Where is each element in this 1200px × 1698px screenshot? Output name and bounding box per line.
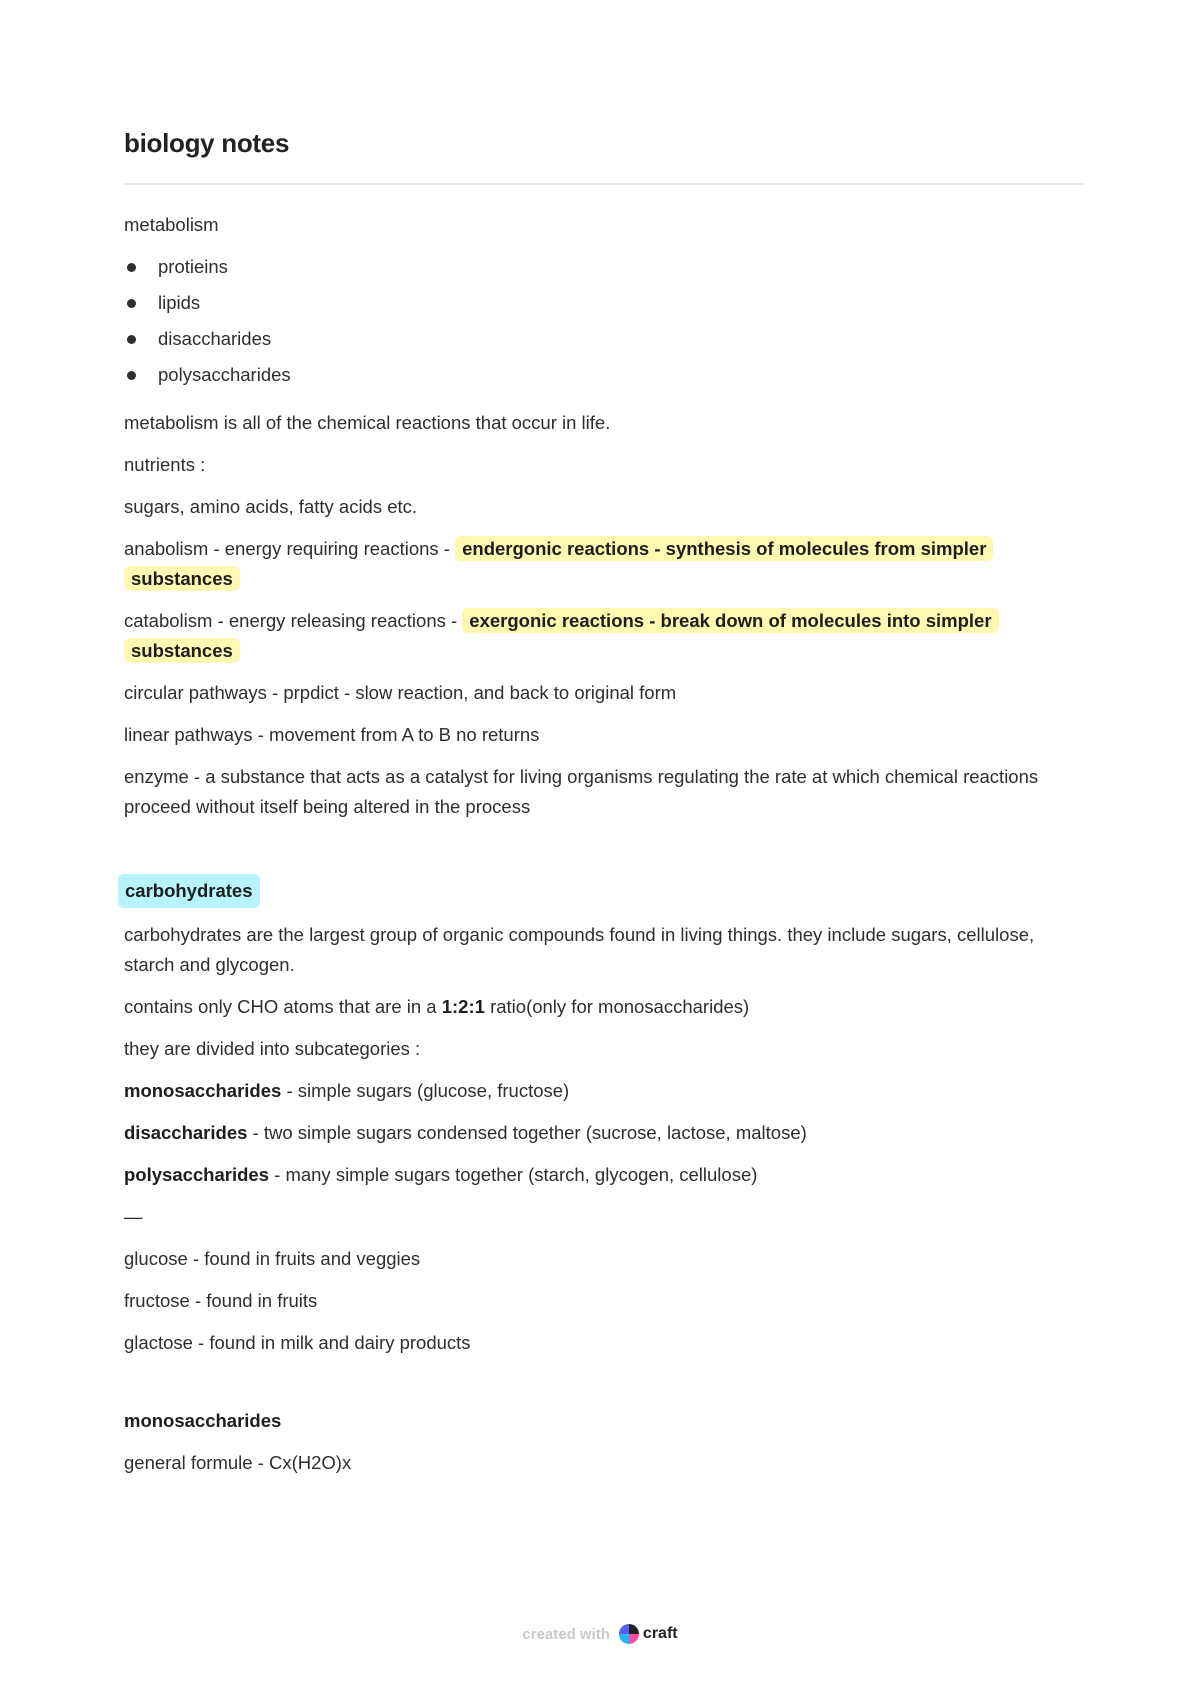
section-divider: — bbox=[124, 1206, 143, 1227]
cho-prefix: contains only CHO atoms that are in a bbox=[124, 996, 442, 1017]
general-formula: general formule - Cx(H2O)x bbox=[124, 1452, 352, 1473]
nutrients-list: sugars, amino acids, fatty acids etc. bbox=[124, 496, 418, 517]
list-item-label: polysaccharides bbox=[158, 364, 291, 385]
glucose-note: glucose - found in fruits and veggies bbox=[124, 1248, 421, 1269]
created-with-text: created with bbox=[522, 1625, 610, 1643]
disaccharides-term: disaccharides bbox=[124, 1122, 248, 1143]
cho-suffix: ratio(only for monosaccharides) bbox=[484, 996, 750, 1017]
fructose-note: fructose - found in fruits bbox=[124, 1290, 318, 1311]
disaccharides-desc: - two simple sugars condensed together (sucrose, lactose, maltose) bbox=[247, 1122, 807, 1143]
metabolism-heading: metabolism bbox=[124, 214, 219, 235]
circular-pathways: circular pathways - prpdict - slow reaction, and back to original form bbox=[124, 682, 677, 703]
polysaccharides-row bbox=[124, 1160, 1084, 1190]
anabolism-text: anabolism - energy requiring reactions - bbox=[124, 538, 456, 559]
list-item bbox=[124, 288, 1084, 318]
list-item-label: disaccharides bbox=[158, 328, 272, 349]
nutrients-label: nutrients : bbox=[124, 454, 206, 475]
catabolism-text: catabolism - energy releasing reactions - bbox=[124, 610, 463, 631]
monosaccharides-desc: - simple sugars (glucose, fructose) bbox=[281, 1080, 570, 1101]
list-item bbox=[124, 324, 1084, 354]
list-item-label: protieins bbox=[158, 256, 228, 277]
page-title: biology notes bbox=[124, 128, 290, 158]
bullet-icon bbox=[127, 335, 136, 344]
metabolism-bullet-list bbox=[124, 252, 1084, 390]
anabolism-paragraph bbox=[124, 534, 1084, 594]
carbohydrates-tag: carbohydrates bbox=[118, 874, 260, 908]
monosaccharides-term: monosaccharides bbox=[124, 1080, 282, 1101]
monosaccharides-row bbox=[124, 1076, 1084, 1106]
craft-logo-icon bbox=[618, 1623, 640, 1645]
glactose-note: glactose - found in milk and dairy products bbox=[124, 1332, 471, 1353]
metabolism-definition: metabolism is all of the chemical reactions that occur in life. bbox=[124, 412, 611, 433]
anabolism-highlight: endergonic reactions - synthesis of molecules from simpler substances bbox=[124, 536, 993, 591]
spacer bbox=[124, 834, 1084, 874]
craft-wordmark: craft bbox=[642, 1625, 678, 1642]
catabolism-paragraph bbox=[124, 606, 1084, 666]
linear-pathways: linear pathways - movement from A to B no returns bbox=[124, 724, 540, 745]
created-with-badge[interactable] bbox=[522, 1623, 677, 1645]
enzyme-definition: enzyme - a substance that acts as a catalyst for living organisms regulating the rate at which chemical reactions proceed without itself being altered in the process bbox=[124, 766, 1039, 817]
list-item bbox=[124, 252, 1084, 282]
spacer bbox=[124, 1370, 1084, 1406]
cho-ratio: 1:2:1 bbox=[441, 996, 485, 1017]
list-item bbox=[124, 360, 1084, 390]
polysaccharides-term: polysaccharides bbox=[124, 1164, 269, 1185]
document-body bbox=[124, 210, 1084, 1490]
bullet-icon bbox=[127, 371, 136, 380]
monosaccharides-heading: monosaccharides bbox=[124, 1410, 282, 1431]
carbohydrates-intro: carbohydrates are the largest group of organic compounds found in living things. they include sugars, cellulose, starch and glycogen. bbox=[124, 924, 1035, 975]
cho-ratio-paragraph bbox=[124, 992, 1084, 1022]
footer bbox=[0, 1623, 1200, 1645]
bullet-icon bbox=[127, 263, 136, 272]
polysaccharides-desc: - many simple sugars together (starch, glycogen, cellulose) bbox=[269, 1164, 758, 1185]
title-divider bbox=[124, 183, 1084, 185]
disaccharides-row bbox=[124, 1118, 1084, 1148]
catabolism-highlight: exergonic reactions - break down of molecules into simpler substances bbox=[124, 608, 999, 663]
carbohydrates-heading-row bbox=[124, 874, 1084, 908]
craft-logo bbox=[618, 1623, 678, 1645]
bullet-icon bbox=[127, 299, 136, 308]
list-item-label: lipids bbox=[158, 292, 201, 313]
subcategories-label: they are divided into subcategories : bbox=[124, 1038, 421, 1059]
